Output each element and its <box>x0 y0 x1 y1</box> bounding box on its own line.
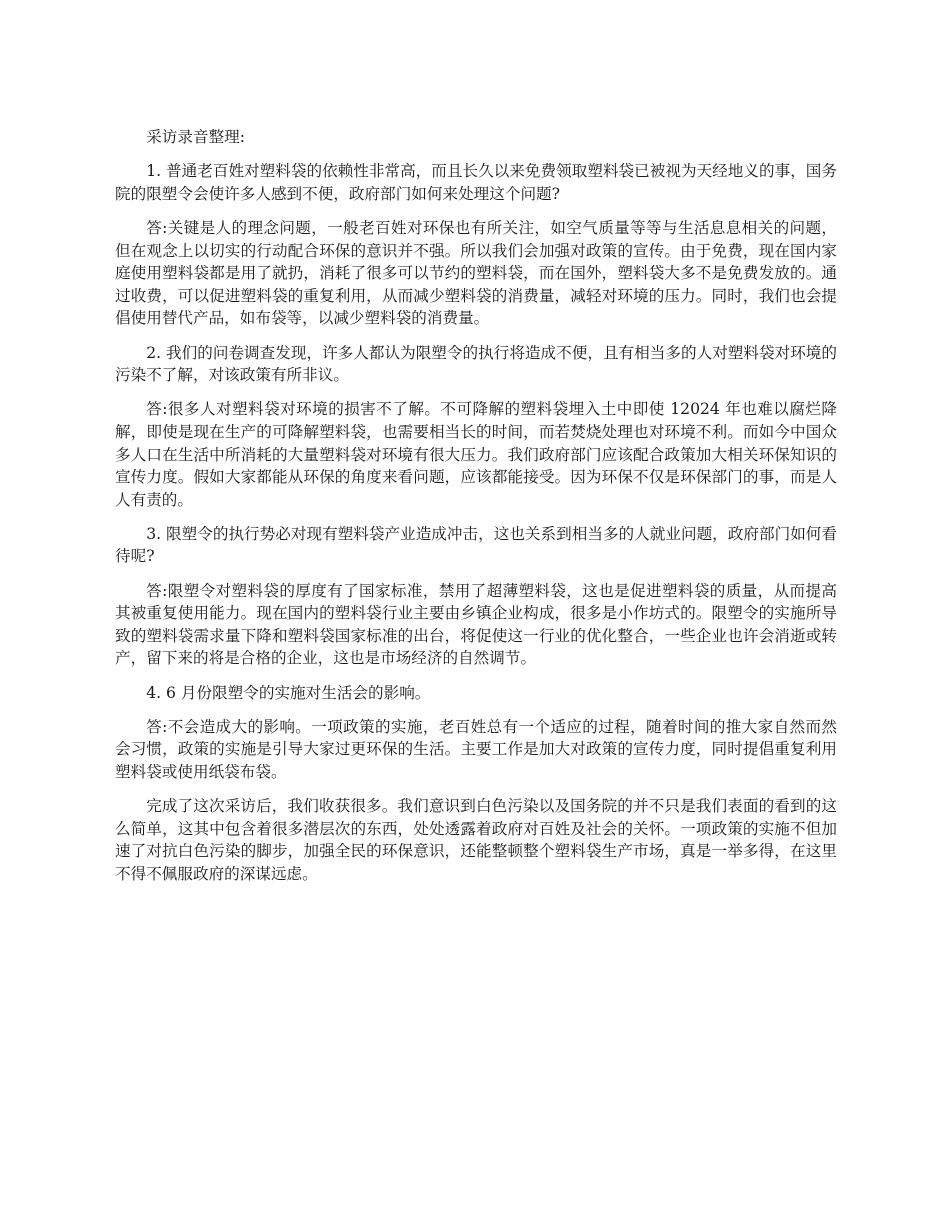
question-1: 1. 普通老百姓对塑料袋的依赖性非常高，而且长久以来免费领取塑料袋已被视为天经地义的事，国务院的限塑令会使许多人感到不便，政府部门如何来处理这个问题? <box>115 162 837 203</box>
question-4: 4. 6 月份限塑令的实施对生活会的影响。 <box>146 683 431 702</box>
answer-3: 答:限塑令对塑料袋的厚度有了国家标准，禁用了超薄塑料袋，这也是促进塑料袋的质量，从而提高其被重复使用能力。现在国内的塑料袋行业主要由乡镇企业构成，很多是小作坊式的。限塑令的实施所导致的塑料袋需求量下降和塑料袋国家标准的出台，将促使这一行业的优化整合，一些企业也许会消逝或转产，留下来的将是合格的企业，这也是市场经济的自然调节。 <box>115 581 837 668</box>
document-body <box>115 126 837 897</box>
answer-2: 答:很多人对塑料袋对环境的损害不了解。不可降解的塑料袋埋入土中即使 12024 年也难以腐烂降解，即使是现在生产的可降解塑料袋，也需要相当长的时间，而若焚烧处理也对环境不利。而如今中国众多人口在生活中所消耗的大量塑料袋对环境有很大压力。我们政府部门应该配合政策加大相关环保知识的宣传力度。假如大家都能从环保的角度来看问题，应该都能接受。因为环保不仅是环保部门的事，而是人人有责的。 <box>115 400 837 509</box>
document-heading: 采访录音整理: <box>146 128 246 146</box>
question-2: 2. 我们的问卷调查发现，许多人都认为限塑令的执行将造成不便，且有相当多的人对塑料袋对环境的污染不了解，对该政策有所非议。 <box>115 343 837 385</box>
answer-4: 答:不会造成大的影响。一项政策的实施，老百姓总有一个适应的过程，随着时间的推大家自然而然会习惯，政策的实施是引导大家过更环保的生活。主要工作是加大对政策的宣传力度，同时提倡重复利用塑料袋或使用纸袋布袋。 <box>115 717 837 781</box>
question-3: 3. 限塑令的执行势必对现有塑料袋产业造成冲击，这也关系到相当多的人就业问题，政府部门如何看待呢? <box>115 524 837 566</box>
conclusion-paragraph: 完成了这次采访后，我们收获很多。我们意识到白色污染以及国务院的并不只是我们表面的看到的这么简单，这其中包含着很多潜层次的东西，处处透露着政府对百姓及社会的关怀。一项政策的实施不但加速了对抗白色污染的脚步，加强全民的环保意识，还能整顿整个塑料袋生产市场，真是一举多得，在这里不得不佩服政府的深谋远虑。 <box>115 797 837 883</box>
answer-1: 答:关键是人的理念问题，一般老百姓对环保也有所关注，如空气质量等等与生活息息相关的问题，但在观念上以切实的行动配合环保的意识并不强。所以我们会加强对政策的宣传。由于免费，现在国内家庭使用塑料袋都是用了就扔，消耗了很多可以节约的塑料袋，而在国外，塑料袋大多不是免费发放的。通过收费，可以促进塑料袋的重复利用，从而减少塑料袋的消费量，减轻对环境的压力。同时，我们也会提倡使用替代产品，如布袋等，以减少塑料袋的消费量。 <box>115 218 837 328</box>
